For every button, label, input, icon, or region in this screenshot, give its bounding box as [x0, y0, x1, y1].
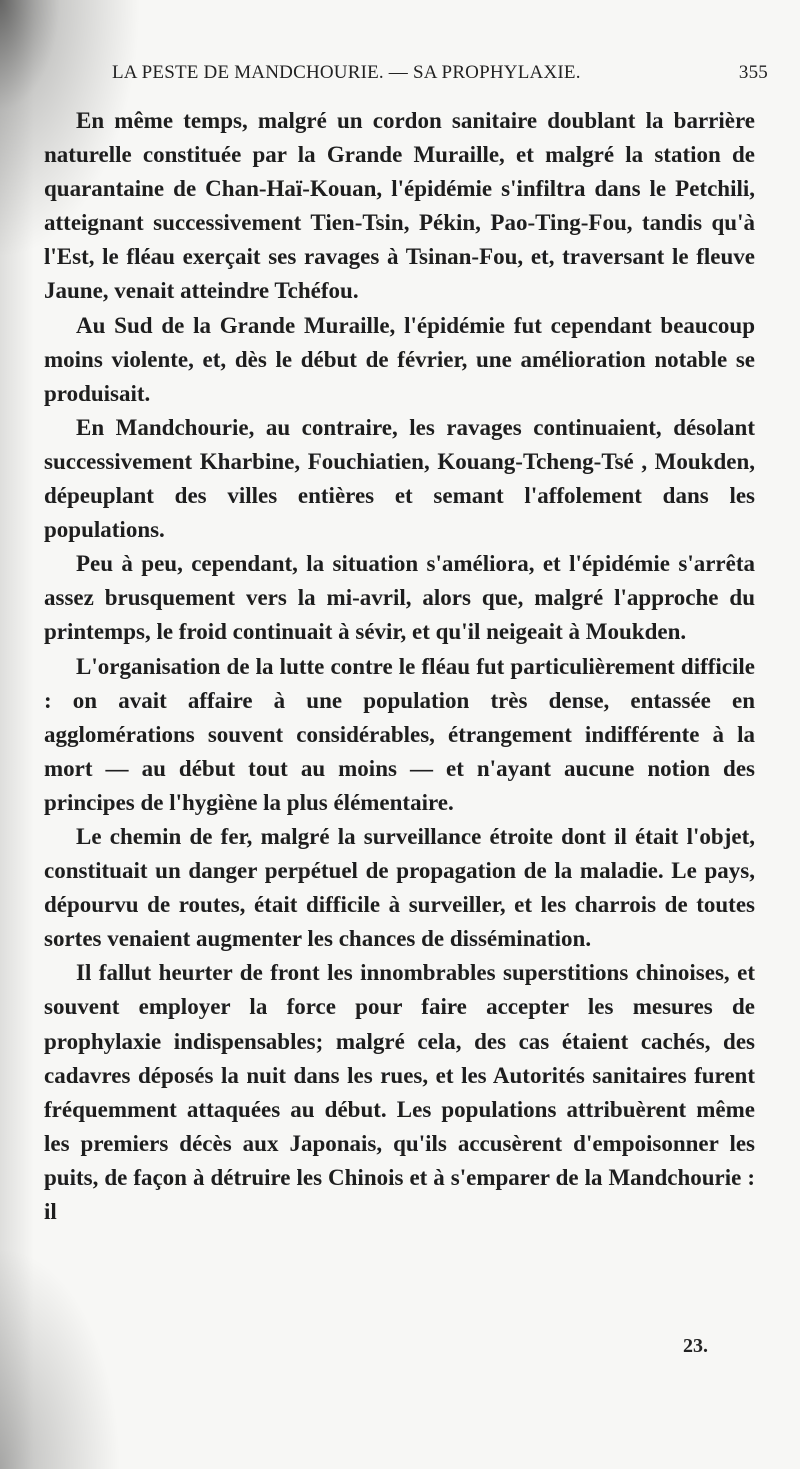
page-number: 355: [738, 62, 768, 83]
paragraph: En même temps, malgré un cordon sanitaire doublant la barrière naturelle constituée par la Grande Muraille, et malgré la station de quarantaine de Chan-Haï-Kouan, l'épidémie s'infiltra dans le Petchili, atteignant successivement Tien-Tsin, Pékin, Pao-Ting-Fou, tandis qu'à l'Est, le fléau exerçait ses ravages à Tsinan-Fou, et, traversant le fleuve Jaune, venait atteindre Tchéfou.: [44, 108, 755, 304]
body-text: [44, 104, 755, 1229]
running-title: LA PESTE DE MANDCHOURIE. — SA PROPHYLAXIE.: [112, 62, 581, 83]
paragraph: Il fallut heurter de front les innombrables superstitions chinoises, et souvent employer la force pour faire accepter les mesures de prophylaxie indispensables; malgré cela, des cas étaient cachés, des cadavres déposés la nuit dans les rues, et les Autorités sanitaires furent fréquemment attaquées au début. Les populations attribuèrent même les premiers décès aux Japonais, qu'ils accusèrent d'empoisonner les puits, de façon à détruire les Chinois et à s'emparer de la Mandchourie : il: [44, 960, 755, 1224]
paragraph: Peu à peu, cependant, la situation s'améliora, et l'épidémie s'arrêta assez brusquement vers la mi-avril, alors que, malgré l'approche du printemps, le froid continuait à sévir, et qu'il neigeait à Moukden.: [44, 551, 755, 645]
paragraph: En Mandchourie, au contraire, les ravages continuaient, désolant successivement Kharbine, Fouchiatien, Kouang-Tcheng-Tsé , Moukden, dépeuplant des villes entières et semant l'affolement dans les populations.: [44, 414, 755, 543]
paragraph: Le chemin de fer, malgré la surveillance étroite dont il était l'objet, constituait un danger perpétuel de propagation de la maladie. Le pays, dépourvu de routes, était difficile à surveiller, et les charrois de toutes sortes venaient augmenter les chances de dissémination.: [44, 823, 755, 952]
running-header: [112, 62, 768, 92]
paragraph: Au Sud de la Grande Muraille, l'épidémie fut cependant beaucoup moins violente, et, dès le début de février, une amélioration notable se produisait.: [44, 312, 755, 406]
paragraph: L'organisation de la lutte contre le fléau fut particulièrement difficile : on avait affaire à une population très dense, entassée en agglomérations souvent considérables, étrangement indifférente à la mort — au début tout au moins — et n'ayant aucune notion des principes de l'hygiène la plus élémentaire.: [44, 653, 755, 815]
signature-mark: 23.: [683, 1335, 708, 1357]
